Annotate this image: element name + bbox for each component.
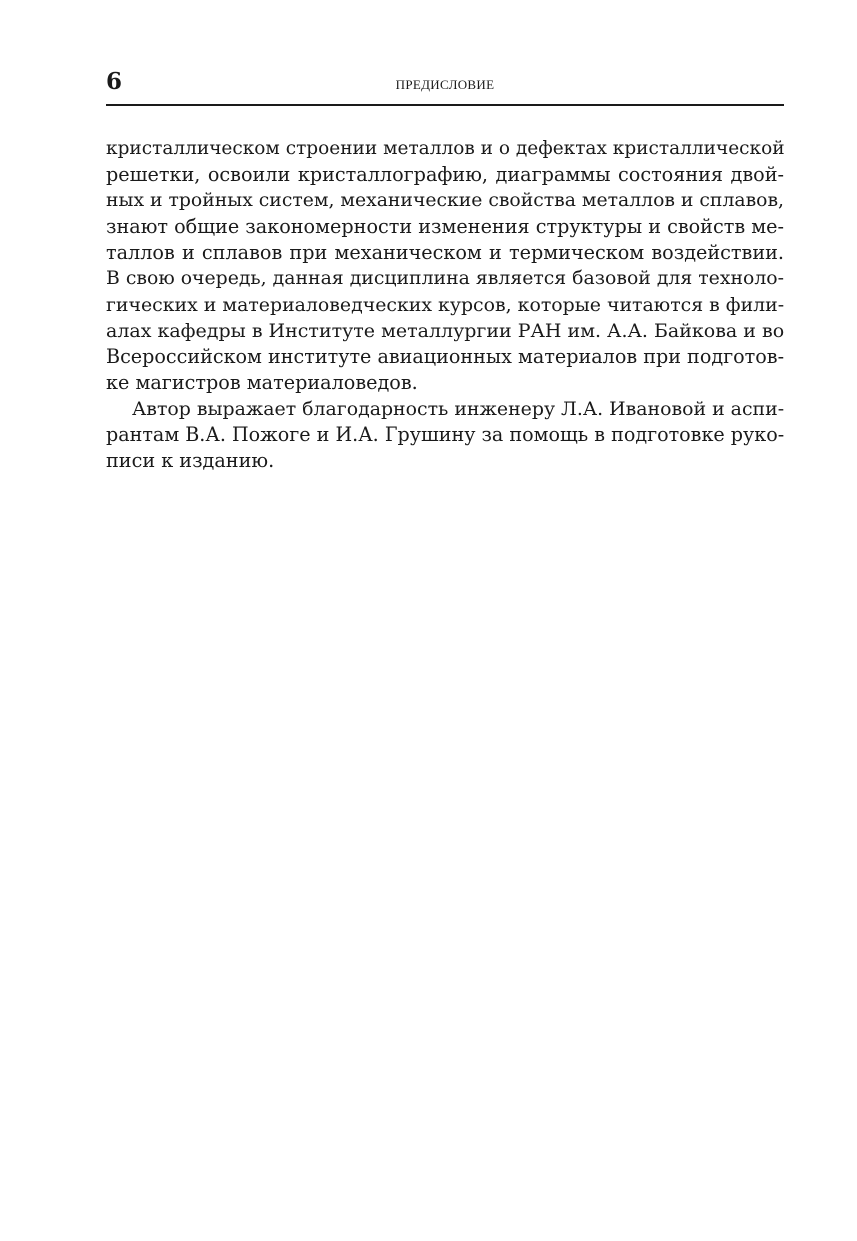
- paragraph-acknowledgement: [106, 396, 784, 474]
- text-line: алах кафедры в Институте металлургии РАН им. А.А. Байкова и во: [106, 320, 785, 342]
- paragraph-continuation: [106, 136, 784, 396]
- text-line: Всероссийском институте авиационных материалов при подготов-: [106, 345, 785, 368]
- running-head: ПРЕДИСЛОВИЕ: [395, 77, 495, 92]
- text-line: кристаллическом строении металлов и о дефектах кристаллической: [106, 138, 785, 159]
- body-text: [106, 136, 784, 474]
- text-line: решетки, освоили кристаллографию, диаграммы состояния двой-: [106, 163, 784, 186]
- text-line: ке магистров материаловедов.: [106, 371, 418, 394]
- text-line: рантам В.А. Пожоге и И.А. Грушину за помощь в подготовке руко-: [106, 423, 785, 446]
- text-line: В свою очередь, данная дисциплина является базовой для техноло-: [106, 268, 784, 289]
- text-line: таллов и сплавов при механическом и термическом воздействии.: [106, 241, 784, 264]
- page-number: 6: [106, 68, 123, 95]
- page-header: [106, 66, 784, 106]
- text-line: Автор выражает благодарность инженеру Л.А. Ивановой и аспи-: [132, 398, 785, 420]
- text-line: писи к изданию.: [106, 449, 275, 472]
- text-line: гических и материаловедческих курсов, которые читаются в фили-: [106, 294, 785, 316]
- text-line: ных и тройных систем, механические свойства металлов и сплавов,: [106, 190, 784, 211]
- text-line: знают общие закономерности изменения структуры и свойств ме-: [106, 215, 784, 238]
